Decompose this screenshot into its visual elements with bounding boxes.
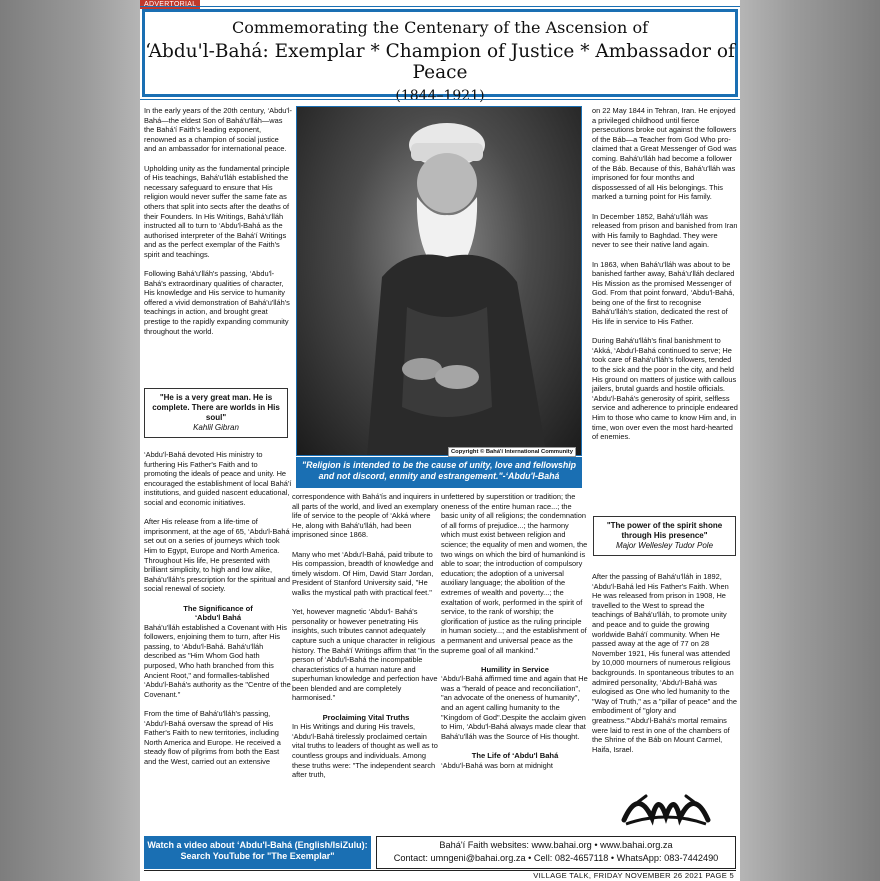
portrait-figure-icon	[297, 107, 582, 456]
paragraph: ‘Abdu'l-Bahá was born at midnight	[441, 760, 553, 770]
section-heading: Humility in Service	[481, 664, 549, 674]
paragraph: ‘Abdu'l-Bahá devoted His ministry to furthering His Father's Faith and to promoting the ideals of peace and unity. He encouraged the establishment of local Bahá'í institutions, and guided nascent educational, social and economic initiatives.	[144, 450, 292, 507]
newspaper-page	[140, 0, 740, 881]
column-4-top	[592, 106, 738, 451]
page-info: VILLAGE TALK, FRIDAY NOVEMBER 26 2021 PAGE 5	[533, 871, 734, 880]
paragraph: Many who met ‘Abdu'l-Bahá, paid tribute to His compassion, breadth of knowledge and timely wisdom. Of Him, David Starr Jordan, President of Stanford University said, "He walks the mystical path with practical feet."	[292, 549, 434, 597]
background-blur-left	[0, 0, 140, 881]
quote-text: "He is a very great man. He is complete. There are worlds in His soul"	[152, 393, 280, 422]
quote-box-tudor-pole	[593, 516, 736, 556]
photo-caption-quote: "Religion is intended to be the cause of unity, love and fellowship and not discord, enmity and estrangement."-‘Abdu'l-Bahá	[296, 457, 582, 488]
advertorial-tag: ADVERTORIAL	[140, 0, 200, 9]
calligraphy-emblem-icon	[618, 780, 714, 830]
paragraph: In the early years of the 20th century, ‘Abdu'l-Bahá—the eldest Son of Bahá'u'lláh—was the Bahá'í Faith's leading exponent, renowned as a champion of social justice and an ambassador for international peace.	[144, 106, 292, 154]
video-line-2: Search YouTube for "The Exemplar"	[180, 851, 335, 861]
page-header	[142, 9, 738, 104]
column-2	[292, 492, 440, 789]
contact-box	[376, 836, 736, 869]
section-heading: Proclaiming Vital Truths	[322, 712, 410, 722]
paragraph: ‘Abdu'l-Bahá affirmed time and again that He was a "herald of peace and reconciliation", "an advocate of the oneness of humanity", and an agent calling humanity to the "Kingdom of God".Despite the acclaim given to Him, ‘Abdu'l-Bahá always made clear that Bahá'u'lláh was the Source of His thought.	[441, 674, 588, 741]
paragraph: Upholding unity as the fundamental principle of His teachings, Bahá'u'lláh established the necessary safeguard to ensure that His religion would never suffer the same fate as others that split into sects after the deaths of their Founders. In His Writings, Bahá'u'lláh instructed all to turn to ‘Abdu'l-Bahá as the authorised interpreter of the Bahá'í Writings and as the perfect exemplar of the Faith's spirit and teachings.	[144, 163, 290, 259]
column-1-top	[144, 106, 292, 346]
section-heading: The Significance of	[183, 603, 253, 613]
section-heading: The Life of ‘Abdu'l Bahá	[471, 751, 559, 761]
video-banner	[144, 836, 371, 869]
paragraph: on 22 May 1844 in Tehran, Iran. He enjoyed a privileged childhood until fierce persecutions broke out against the followers of the Báb—a Teacher from God Who pro-claimed that a Great Messenger of God was coming. Bahá'u'lláh had become a follower of the Báb. Because of this, Bahá'u'lláh was imprisoned for four months and dispossessed of all His belongings. This marked a turning point for His family.	[592, 106, 737, 202]
paragraph: In 1863, when Bahá'u'lláh was about to be banished farther away, Bahá'u'lláh declared His Mission as the promised Messenger of God. From that point forward, ‘Abdu'l-Bahá, being one of the first to recognise Bahá'u'lláh's station, dedicated the rest of His life in service to His Father.	[592, 259, 735, 327]
paragraph: In December 1852, Bahá'u'lláh was released from prison and banished from Iran with His family to Baghdad. They were never to see their native land again.	[592, 211, 738, 250]
portrait-photo	[296, 106, 582, 456]
quote-author: Major Wellesley Tudor Pole	[615, 541, 714, 550]
paragraph: unfettered by superstition or tradition; the oneness of the entire human race...; the basic unity of all religions; the condemnation of all forms of prejudice...; the harmony which must exist between religion and science; the equality of men and women, the two wings on which the bird of humankind is able to soar; the introduction of compulsory education; the adoption of a universal auxiliary language; the abolition of the extremes of wealth and poverty...; the exaltation of work, performed in the spirit of service, to the rank of worship; the glorification of justice as the ruling principle in human society...; and the establishment of a permanent and universal peace as the supreme goal of all mankind."	[441, 492, 588, 655]
paragraph: Bahá'u'lláh established a Covenant with His followers, enjoining them to turn, after His passing, to ‘Abdu'l-Bahá. Bahá'u'lláh described as "Him Whom God hath purposed, Who hath branched from this Ancient Root," and formalles-tablished ‘Abdu'l-Bahá's authority as the "Centre of the Covenant."	[144, 622, 291, 699]
paragraph: After the passing of Bahá'u'lláh in 1892, ‘Abdu'l-Bahá led His Father's Faith. When He was released from prison in 1908, He travelled to the West to spread the teachings of Bahá'u'lláh, to promote unity and peace and to guide the growing worldwide Bahá'í community. When He passed away at the age of 77 on 28 November 1921, His funeral was attended by 10,000 mourners of numerous religious backgrounds. In spontaneous tributes to an admired personality, ‘Abdu'l-Bahá was eulogised as One who led humanity to the "Way of Truth," as a "pillar of peace" and the embodiment of "glory and greatness."‘Abdu'l-Bahá's mortal remains were laid to rest in one of the chambers of the Shrine of the Báb on Mount Carmel, Haifa, Israel.	[592, 572, 737, 754]
websites-line: Bahá'í Faith websites: www.bahai.org • www.bahai.org.za	[439, 840, 673, 850]
column-1-bottom	[144, 450, 292, 776]
column-3	[441, 492, 589, 780]
background-blur-right	[740, 0, 880, 881]
header-title: ‘Abdu'l-Bahá: Exemplar * Champion of Justice * Ambassador of Peace	[145, 41, 735, 83]
header-line-1: Commemorating the Centenary of the Ascension of	[231, 18, 648, 37]
contact-line: Contact: umngeni@bahai.org.za • Cell: 082-4657118 • WhatsApp: 083-7442490	[393, 853, 719, 863]
quote-text: "The power of the spirit shone through His presence"	[606, 521, 723, 540]
header-dates: (1844–1921)	[395, 88, 485, 104]
quote-author: Kahlil Gibran	[193, 423, 239, 432]
quote-box-gibran	[144, 388, 288, 438]
photo-copyright: Copyright © Bahá'í International Community	[448, 447, 576, 457]
column-4-bottom	[592, 572, 738, 764]
paragraph: After His release from a life-time of imprisonment, at the age of 65, ‘Abdu'l-Bahá set out on a series of journeys which took Him to Egypt, Europe and North America. Throughout His life, He presented with brilliant simplicity, to high and low alike, Bahá'u'lláh's prescription for the spiritual and social renewal of society.	[144, 517, 290, 594]
section-heading: ‘Abdu'l Bahá	[194, 613, 242, 623]
paragraph: Yet, however magnetic ‘Abdu'l- Bahá's personality or however penetrating His insights, such tributes cannot adequately capture such a unique character in religious history. The Bahá'í Writings affirm that "in the person of ‘Abdu'l-Bahá the incompatible characteristics of a human nature and superhuman knowledge and perfection have been blended and are completely harmonised."	[292, 607, 439, 703]
paragraph: Following Bahá'u'lláh's passing, ‘Abdu'l-Bahá's extraordinary qualities of character, His knowledge and His service to humanity offered a vivid demonstration of Bahá'u'lláh's teachings in action, and brought great prestige to the rapidly expanding community throughout the world.	[144, 269, 290, 336]
paragraph: During Bahá'u'lláh's final banishment to ‘Akká, ‘Abdu'l-Bahá continued to serve; He took care of Bahá'u'lláh's followers, tended to the sick and the poor in the city, and held His ground on matters of justice with callous jailers, brutal guards and hostile officials. ‘Abdu'l-Bahá's generosity of spirit, selfless service and adherence to principle endeared Him to those who came to know Him and, in time, won over even the most hard-hearted of enemies.	[592, 336, 738, 442]
paragraph: In His Writings and during His travels, ‘Abdu'l-Bahá tirelessly proclaimed certain vital truths to leaders of thought as well as to countless groups and individuals. Among these truths were: "The independent search after truth,	[292, 722, 438, 780]
video-line-1: Watch a video about ‘Abdu'l-Bahá (English/IsiZulu):	[147, 840, 368, 850]
paragraph: From the time of Bahá'u'lláh's passing, ‘Abdu'l-Bahá oversaw the spread of His Father's Faith to new territories, including North America and Europe. He received a steady flow of pilgrims from both the East and the West, carried out an extensive	[144, 709, 281, 766]
paragraph: correspondence with Bahá'ís and inquirers in all parts of the world, and lived an exemplary life of service to the people of ‘Akká where He, along with Bahá'u'lláh, had been imprisoned since 1868.	[292, 492, 440, 540]
